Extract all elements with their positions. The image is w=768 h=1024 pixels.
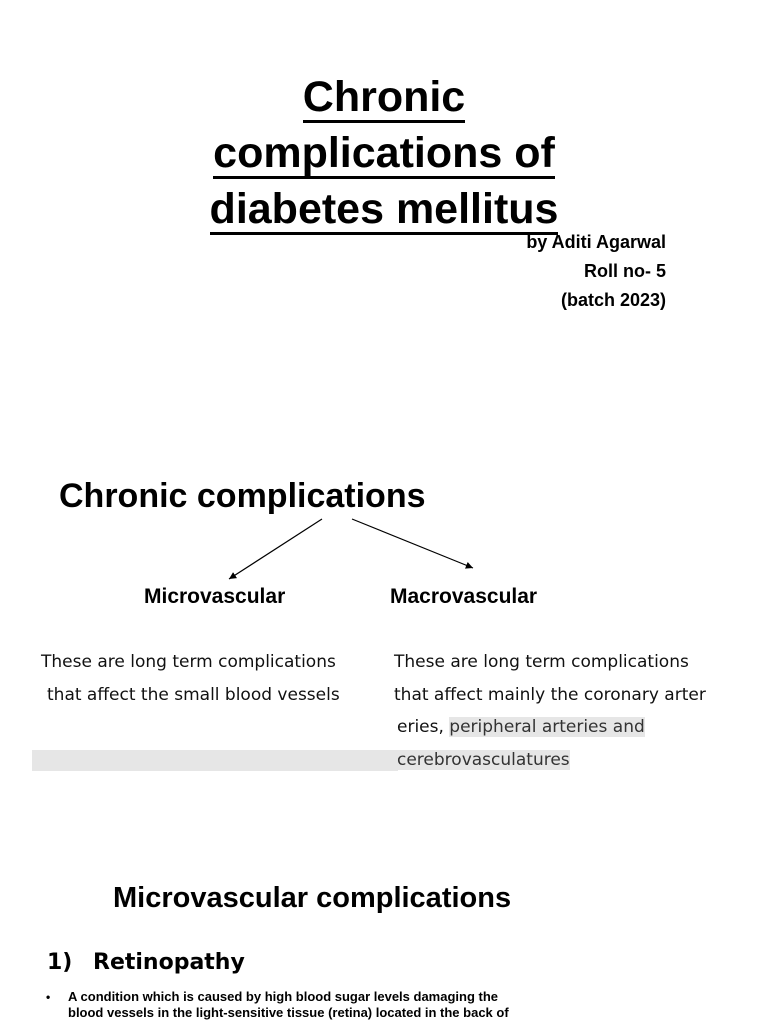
bullet-line-2: blood vessels in the light-sensitive tissue (retina) located in the back of: [68, 1005, 509, 1020]
title-line-3: diabetes mellitus: [209, 185, 559, 233]
macro-desc-line-3-plain: eries,: [397, 717, 450, 737]
bullet-line-1: A condition which is caused by high blood sugar levels damaging the: [68, 989, 499, 1004]
macrovascular-description: [394, 646, 706, 776]
overview-heading: Chronic complications: [59, 477, 426, 515]
roll-number: Roll no- 5: [584, 261, 666, 281]
macro-desc-line-3-highlight: peripheral arteries and: [449, 717, 645, 737]
author-block: [526, 228, 666, 315]
title-line-2: complications of: [213, 129, 555, 177]
item-title: Retinopathy: [93, 950, 245, 975]
bullet-dot-icon: •: [46, 990, 51, 1004]
title-line-1: Chronic: [302, 73, 466, 121]
macro-desc-line-4: [394, 744, 706, 777]
microvascular-slide: [0, 860, 768, 1024]
macrovascular-label: Macrovascular: [390, 585, 538, 608]
author-name: by Aditi Agarwal: [526, 232, 666, 252]
branch-arrows: [0, 460, 768, 600]
presentation-title: [0, 72, 768, 240]
macro-desc-line-2: that affect mainly the coronary arter: [394, 684, 706, 705]
retinopathy-heading: [47, 948, 245, 978]
microvascular-heading: Microvascular complications: [113, 882, 512, 914]
retinopathy-bullet: [46, 989, 746, 1021]
micro-desc-line-2: that affect the small blood vessels: [47, 684, 340, 705]
macro-desc-line-3: [394, 711, 706, 744]
item-number: 1): [47, 950, 73, 975]
microvascular-label: Microvascular: [144, 585, 286, 608]
batch-year: (batch 2023): [560, 290, 666, 310]
overview-slide: [0, 460, 768, 790]
macro-desc-line-1: These are long term complications: [394, 652, 689, 672]
arrow-to-macrovascular: [352, 519, 473, 568]
macro-desc-line-4-highlight: cerebrovasculatures: [397, 749, 570, 770]
cover-slide: [0, 0, 768, 340]
micro-desc-line-1: These are long term complications: [41, 652, 336, 672]
arrow-to-microvascular: [229, 519, 322, 579]
highlight-bar: [32, 750, 398, 771]
microvascular-description: [41, 646, 340, 711]
